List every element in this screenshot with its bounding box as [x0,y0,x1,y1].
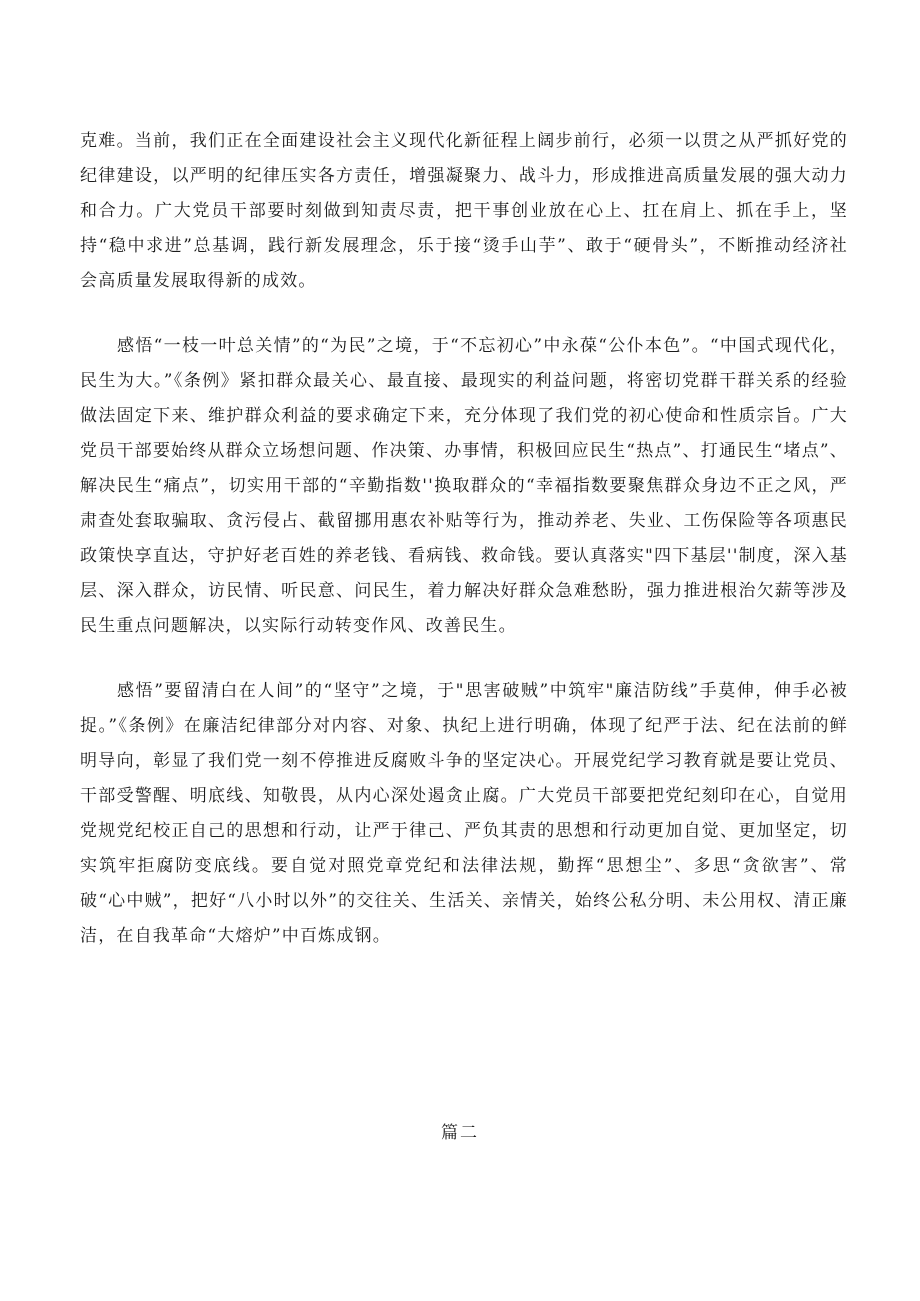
paragraph-serving-people: 感悟“一枝一叶总关情”的“为民”之境，于“不忘初心”中永葆“公仆本色”。“中国式现代化，民生为大。”《条例》紧扣群众最关心、最直接、最现实的利益问题，将密切党群干群关系的经验做法固定下来、维护群众利益的要求确定下来，充分体现了我们党的初心使命和性质宗旨。广大党员干部要始终从群众立场想问题、作决策、办事情，积极回应民生“热点”、打通民生“堵点”、解决民生“痛点”，切实用干部的“辛勤指数''换取群众的“幸福指数要聚焦群众身边不正之风，严肃查处套取骗取、贪污侵占、截留挪用惠农补贴等行为，推动养老、失业、工伤保险等各项惠民政策快享直达，守护好老百姓的养老钱、看病钱、救命钱。要认真落实"四下基层''制度，深入基层、深入群众，访民情、听民意、问民生，着力解决好群众急难愁盼，强力推进根治欠薪等涉及民生重点问题解决，以实际行动转变作风、改善民生。 [80,336,848,636]
paragraph-integrity: 感悟”要留清白在人间”的“坚守”之境，于"思害破贼”中筑牢"廉洁防线”手莫伸，伸手必被捉。”《条例》在廉洁纪律部分对内容、对象、执纪上进行明确，体现了纪严于法、纪在法前的鲜明导向，彰显了我们党一刻不停推进反腐败斗争的坚定决心。开展党纪学习教育就是要让党员、干部受警醒、明底线、知敬畏，从内心深处遏贪止腐。广大党员干部要把党纪刻印在心，自觉用党规党纪校正自己的思想和行动，让严于律己、严负其责的思想和行动更加自觉、更加坚定，切实筑牢拒腐防变底线。要自觉对照党章党纪和法律法规，勤挥“思想尘”、多思“贪欲害”、常破“心中贼”，把好“八小时以外”的交往关、生活关、亲情关，始终公私分明、未公用权、清正廉洁，在自我革命“大熔炉”中百炼成钢。 [80,681,848,946]
paragraph-continuation: 克难。当前，我们正在全面建设社会主义现代化新征程上阔步前行，必须一以贯之从严抓好党的纪律建设，以严明的纪律压实各方责任，增强凝聚力、战斗力，形成推进高质量发展的强大动力和合力。广大党员干部要时刻做到知责尽责，把干事创业放在心上、扛在肩上、抓在手上，坚持“稳中求进”总基调，践行新发展理念，乐于接“烫手山芋”、敢于“硬骨头”，不断推动经济社会高质量发展取得新的成效。 [80,131,848,291]
document-body [80,124,848,954]
section-title: 篇二 [441,1123,479,1143]
